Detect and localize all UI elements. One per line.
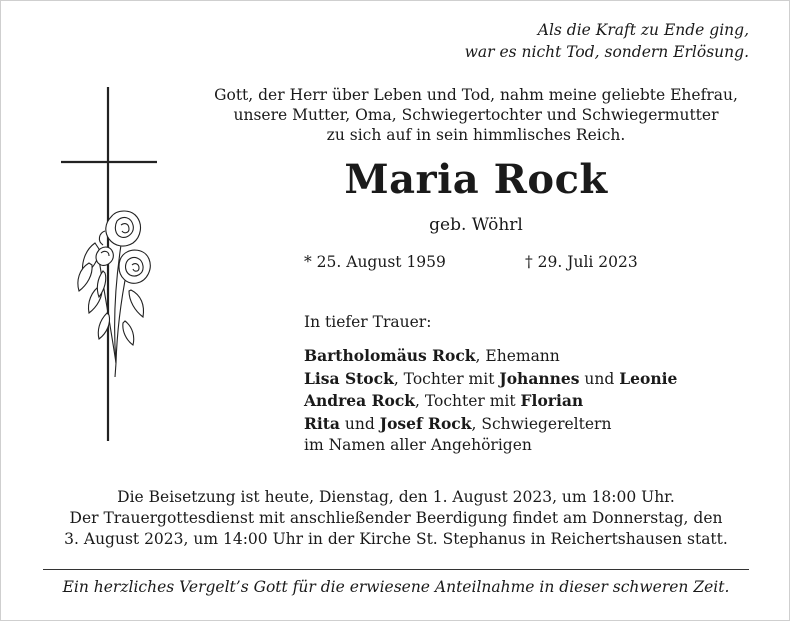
mourner-line: [304, 390, 677, 413]
motto-line-2: war es nicht Tod, sondern Erlösung.: [464, 43, 749, 61]
intro-line-1: Gott, der Herr über Leben und Tod, nahm meine geliebte Ehefrau,: [214, 86, 738, 104]
mourners-list: [304, 345, 677, 457]
mourner-line: [304, 413, 677, 436]
funeral-line-3: 3. August 2023, um 14:00 Uhr in der Kirche St. Stephanus in Reichertshausen statt.: [64, 530, 728, 548]
mourner-name: Johannes: [499, 368, 580, 388]
funeral-line-2: Der Trauergottesdienst mit anschließender Beerdigung findet am Donnerstag, den: [69, 509, 723, 527]
thanks-text: Ein herzliches Vergelt’s Gott für die erwiesene Anteilnahme in dieser schweren Zeit.: [62, 578, 730, 596]
deceased-name: Maria Rock: [344, 156, 608, 203]
motto-line-1: Als die Kraft zu Ende ging,: [537, 21, 749, 39]
mourner-relation: und: [579, 369, 620, 388]
mourner-name: Rita: [304, 413, 340, 433]
death-date: † 29. Juli 2023: [525, 253, 638, 271]
cross-with-roses: [59, 85, 163, 445]
mourner-line: [304, 435, 677, 457]
mourner-relation: , Schwiegereltern: [471, 414, 612, 433]
mourner-relation: im Namen aller Angehörigen: [304, 436, 532, 454]
motto: [329, 19, 749, 63]
mourner-line: [304, 345, 677, 368]
divider: [43, 569, 749, 570]
mourner-name: Bartholomäus Rock: [304, 346, 476, 365]
mourner-line: [304, 368, 677, 391]
mourner-relation: , Tochter mit: [415, 392, 521, 410]
mourner-relation: , Ehemann: [475, 347, 560, 365]
birth-date: * 25. August 1959: [304, 253, 446, 271]
mourner-name: Andrea Rock: [304, 391, 415, 410]
mourning-label: In tiefer Trauer:: [304, 313, 432, 331]
intro-line-3: zu sich auf in sein himmlisches Reich.: [326, 126, 626, 144]
intro-text: [191, 85, 761, 145]
mourner-name: Leonie: [619, 368, 678, 388]
funeral-line-1: Die Beisetzung ist heute, Dienstag, den 1. August 2023, um 18:00 Uhr.: [117, 488, 675, 506]
mourner-name: Florian: [520, 391, 584, 410]
birth-name: geb. Wöhrl: [429, 215, 523, 235]
intro-line-2: unsere Mutter, Oma, Schwiegertochter und Schwiegermutter: [233, 106, 719, 124]
mourner-relation: und: [339, 414, 380, 433]
roses-icon: [78, 211, 150, 377]
mourner-relation: , Tochter mit: [393, 369, 500, 388]
mourner-name: Josef Rock: [379, 413, 472, 433]
mourner-name: Lisa Stock: [304, 368, 394, 388]
funeral-details: [29, 487, 763, 550]
